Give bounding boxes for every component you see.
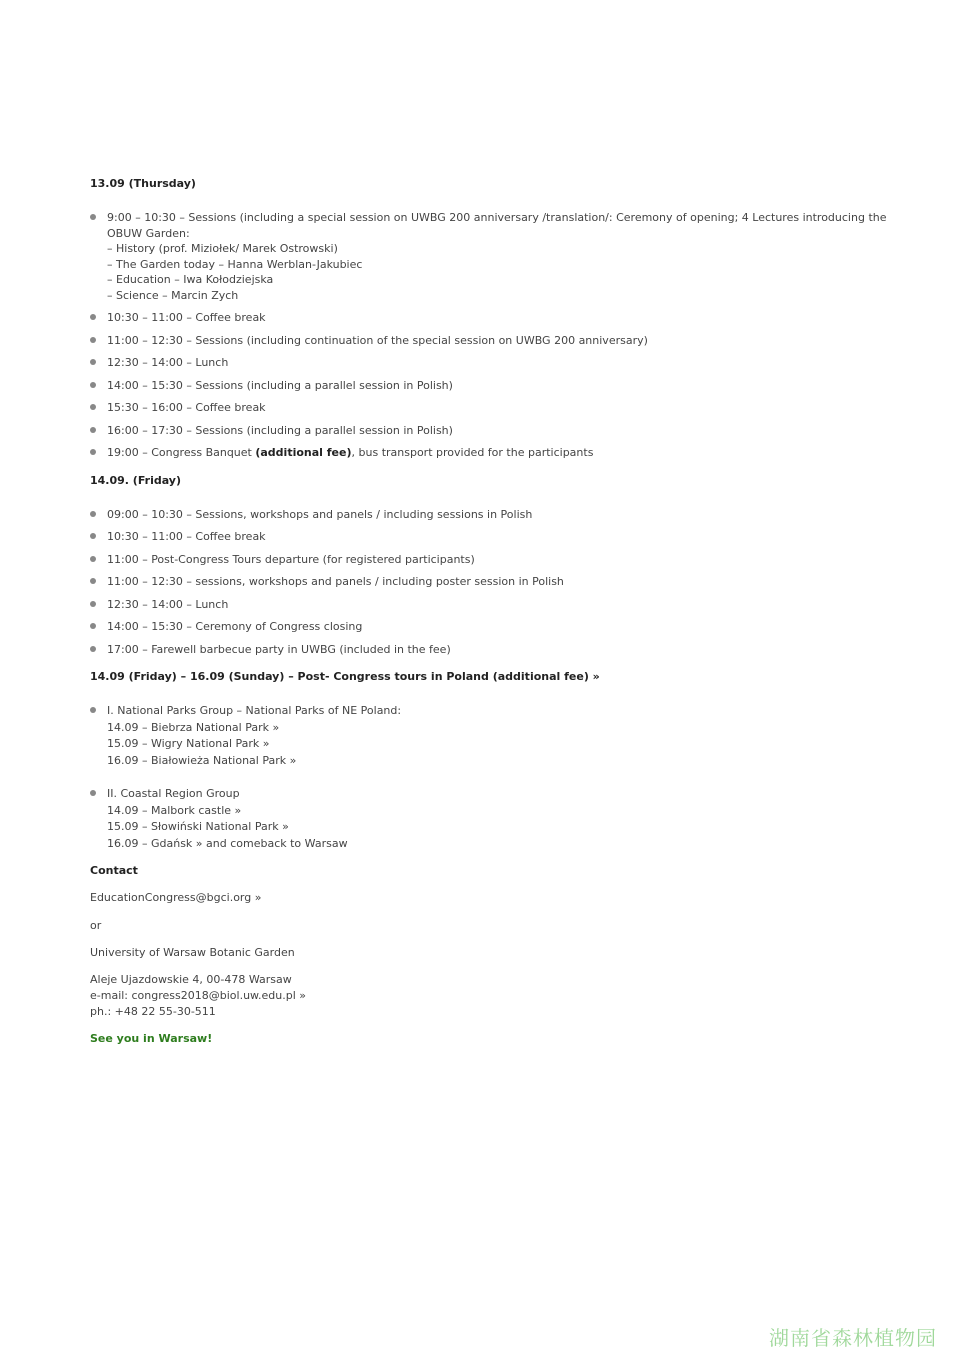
contact-email2-line — [90, 988, 910, 1004]
schedule-item: 12:30 – 14:00 – Lunch — [90, 597, 910, 613]
contact-or: or — [90, 919, 102, 932]
schedule-item: 14:00 – 15:30 – Sessions (including a parallel session in Polish) — [90, 378, 910, 394]
tour-group-coastal — [90, 786, 910, 851]
closing-message: See you in Warsaw! — [90, 1032, 213, 1045]
schedule-item — [90, 210, 910, 303]
tours-list — [90, 703, 910, 851]
tour-link[interactable]: 16.09 – Białowieża National Park » — [107, 753, 297, 767]
banquet-text-post: , bus transport provided for the participants — [351, 446, 594, 459]
schedule-item: 10:30 – 11:00 – Coffee break — [90, 310, 910, 326]
schedule-item-text: 9:00 – 10:30 – Sessions (including a special session on UWBG 200 anniversary /translation/: Ceremony of opening; 4 Lectures introducing the OBUW Garden: — [107, 211, 887, 240]
banquet-text: 19:00 – Congress Banquet — [107, 446, 256, 459]
sub-item: – History (prof. Miziołek/ Marek Ostrowski) — [107, 242, 338, 255]
contact-email2-link[interactable]: e-mail: congress2018@biol.uw.edu.pl » — [90, 989, 307, 1002]
tours-link[interactable]: 14.09 (Friday) – 16.09 (Sunday) – Post- Congress tours in Poland (additional fee) » — [90, 670, 600, 683]
contact-phone: ph.: +48 22 55-30-511 — [90, 1005, 216, 1018]
schedule-item: 09:00 – 10:30 – Sessions, workshops and panels / including sessions in Polish — [90, 507, 910, 523]
tour-group-title: I. National Parks Group – National Parks of NE Poland: — [107, 704, 402, 717]
sub-item: – The Garden today – Hanna Werblan-Jakubiec — [107, 257, 363, 271]
schedule-item: 17:00 – Farewell barbecue party in UWBG (included in the fee) — [90, 642, 910, 658]
tour-link[interactable]: 14.09 – Malbork castle » — [107, 803, 242, 817]
tour-link[interactable]: 16.09 – Gdańsk » and comeback to Warsaw — [107, 836, 348, 850]
schedule-item-banquet — [90, 445, 910, 461]
sub-item: – Science – Marcin Zych — [107, 288, 239, 302]
contact-email-line — [90, 890, 910, 906]
thursday-schedule — [90, 210, 910, 461]
tour-link[interactable]: 15.09 – Słowiński National Park » — [107, 820, 289, 833]
contact-address: Aleje Ujazdowskie 4, 00-478 Warsaw — [90, 973, 292, 986]
schedule-item: 15:30 – 16:00 – Coffee break — [90, 400, 910, 416]
schedule-item: 14:00 – 15:30 – Ceremony of Congress closing — [90, 619, 910, 635]
contact-org: University of Warsaw Botanic Garden — [90, 946, 295, 959]
friday-heading: 14.09. (Friday) — [90, 473, 181, 487]
schedule-item: 16:00 – 17:30 – Sessions (including a parallel session in Polish) — [90, 423, 910, 439]
contact-heading: Contact — [90, 864, 138, 877]
schedule-item: 11:00 – 12:30 – sessions, workshops and panels / including poster session in Polish — [90, 574, 910, 590]
watermark-text: 湖南省森林植物园 — [769, 1326, 937, 1350]
banquet-fee: (additional fee) — [255, 446, 352, 459]
schedule-item: 11:00 – 12:30 – Sessions (including continuation of the special session on UWBG 200 anniversary) — [90, 333, 910, 349]
schedule-item: 12:30 – 14:00 – Lunch — [90, 355, 910, 371]
tour-group-national-parks — [90, 703, 910, 768]
tour-link[interactable]: 14.09 – Biebrza National Park » — [107, 720, 280, 734]
sub-item: – Education – Iwa Kołodziejska — [107, 273, 274, 286]
schedule-item: 11:00 – Post-Congress Tours departure (for registered participants) — [90, 552, 910, 568]
friday-schedule — [90, 507, 910, 658]
document-body — [90, 176, 910, 1047]
tour-link[interactable]: 15.09 – Wigry National Park » — [107, 737, 270, 750]
schedule-item: 10:30 – 11:00 – Coffee break — [90, 529, 910, 545]
contact-email-link[interactable]: EducationCongress@bgci.org » — [90, 891, 262, 904]
thursday-heading: 13.09 (Thursday) — [90, 177, 196, 190]
tours-heading[interactable] — [90, 669, 910, 685]
tour-group-title: II. Coastal Region Group — [107, 787, 240, 800]
